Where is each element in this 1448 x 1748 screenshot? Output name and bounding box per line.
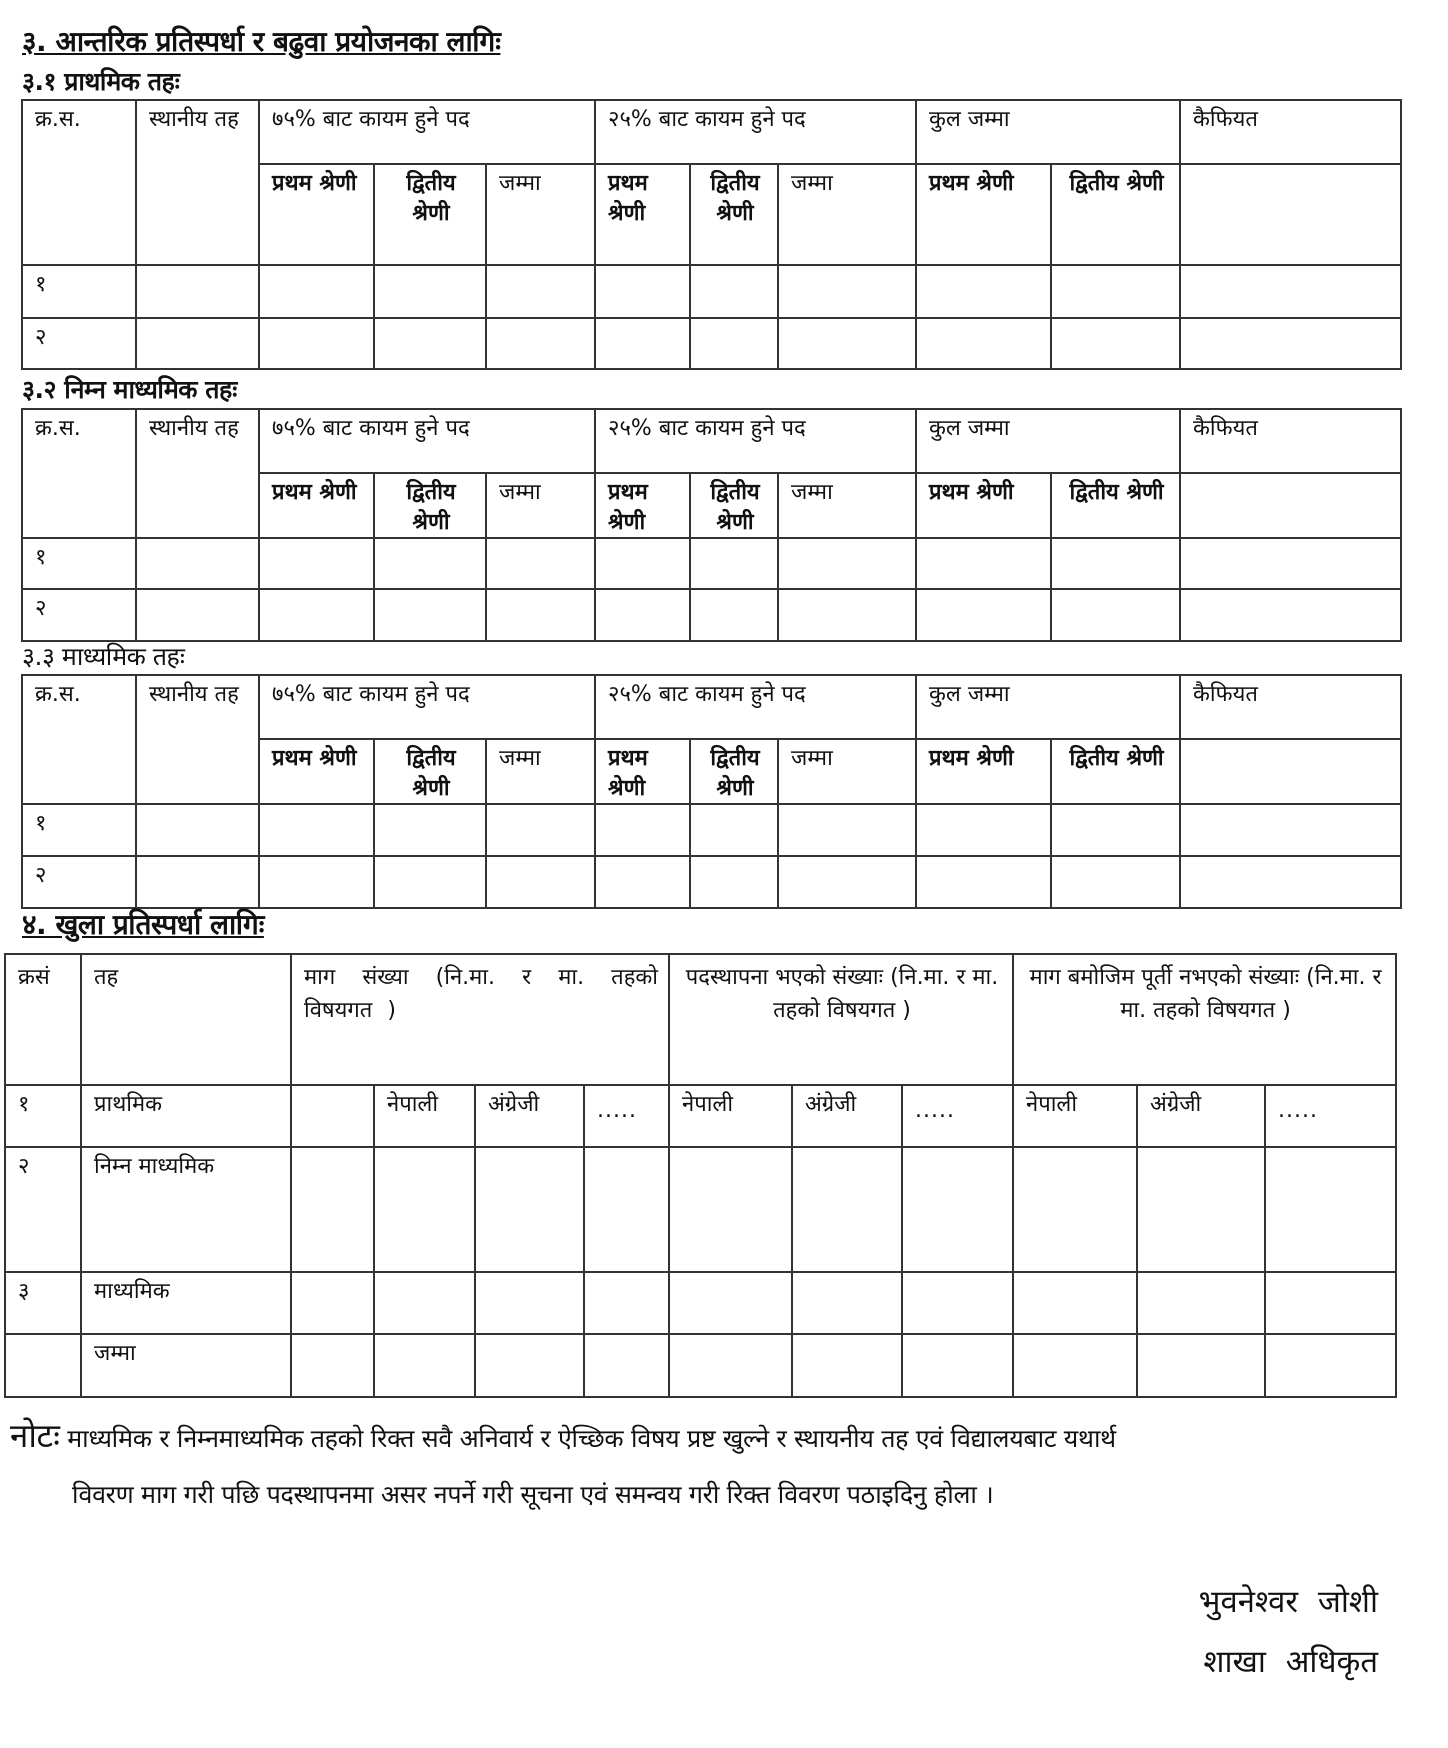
input-cell[interactable] — [595, 538, 690, 589]
blank-cell — [1180, 164, 1401, 265]
input-cell[interactable] — [1180, 589, 1401, 641]
section-3-heading: ३. आन्तरिक प्रतिस्पर्धा र बढुवा प्रयोजनका लागिः — [22, 25, 501, 58]
input-cell[interactable] — [136, 538, 259, 589]
row-sn — [5, 1334, 81, 1397]
subject-more: ..... — [1265, 1085, 1396, 1147]
input-cell[interactable] — [1051, 265, 1180, 318]
table-3-2-heading: ३.२ निम्न माध्यमिक तहः — [22, 375, 237, 404]
input-cell[interactable] — [374, 265, 486, 318]
note-line-2: विवरण माग गरी पछि पदस्थापनमा असर नपर्ने गरी सूचना एवं समन्वय गरी रिक्त विवरण पठाइदिनु होला । — [72, 1480, 994, 1509]
input-cell[interactable] — [1051, 318, 1180, 369]
input-cell[interactable] — [374, 318, 486, 369]
header-unfilled: माग बमोजिम पूर्ती नभएको संख्याः (नि.मा. र मा. तहको विषयगत ) — [1013, 954, 1396, 1085]
row-sn: २ — [22, 318, 136, 369]
table-row — [5, 1272, 1396, 1334]
table-row — [22, 318, 1401, 369]
input-cell[interactable] — [1051, 856, 1180, 908]
table-row — [22, 538, 1401, 589]
input-cell[interactable] — [374, 1272, 475, 1334]
header-local-level: स्थानीय तह — [136, 100, 259, 265]
input-cell[interactable] — [778, 318, 916, 369]
input-cell[interactable] — [690, 804, 778, 856]
table-row — [22, 856, 1401, 908]
header-first-class: प्रथम श्रेणी — [595, 739, 690, 804]
input-cell[interactable] — [595, 856, 690, 908]
row-sn: २ — [5, 1147, 81, 1272]
subject-more: ..... — [584, 1085, 669, 1147]
input-cell[interactable] — [778, 265, 916, 318]
input-cell[interactable] — [374, 804, 486, 856]
input-cell[interactable] — [136, 265, 259, 318]
header-demand: माग संख्या (नि.मा. र मा. तहको विषयगत ) — [291, 954, 669, 1085]
row-sn: २ — [22, 856, 136, 908]
input-cell[interactable] — [1137, 1334, 1265, 1397]
input-cell[interactable] — [259, 318, 374, 369]
header-remarks: कैफियत — [1180, 100, 1401, 164]
header-second-class: द्वितीय श्रेणी — [374, 739, 486, 804]
input-cell[interactable] — [475, 1334, 584, 1397]
input-cell[interactable] — [792, 1334, 902, 1397]
input-cell[interactable] — [1013, 1272, 1137, 1334]
input-cell[interactable] — [486, 538, 595, 589]
header-second-class: द्वितीय श्रेणी — [690, 473, 778, 538]
table-3-1 — [21, 99, 1402, 370]
subject-english: अंग्रेजी — [1137, 1085, 1265, 1147]
input-cell[interactable] — [690, 589, 778, 641]
input-cell[interactable] — [916, 538, 1051, 589]
header-second-class: द्वितीय श्रेणी — [374, 164, 486, 265]
input-cell[interactable] — [486, 804, 595, 856]
subject-english: अंग्रेजी — [792, 1085, 902, 1147]
input-cell[interactable] — [486, 856, 595, 908]
table-row — [5, 1085, 1396, 1147]
row-sn: २ — [22, 589, 136, 641]
note-label: नोटः — [10, 1416, 60, 1455]
input-cell[interactable] — [291, 1085, 374, 1147]
input-cell[interactable] — [690, 265, 778, 318]
input-cell[interactable] — [1051, 589, 1180, 641]
table-row — [22, 804, 1401, 856]
header-total: जम्मा — [486, 473, 595, 538]
input-cell[interactable] — [1180, 856, 1401, 908]
input-cell[interactable] — [669, 1272, 792, 1334]
input-cell[interactable] — [259, 589, 374, 641]
header-total: जम्मा — [778, 473, 916, 538]
header-remarks: कैफियत — [1180, 675, 1401, 739]
input-cell[interactable] — [1013, 1334, 1137, 1397]
table-3-3 — [21, 674, 1402, 909]
input-cell[interactable] — [778, 538, 916, 589]
input-cell[interactable] — [916, 265, 1051, 318]
header-second-class: द्वितीय श्रेणी — [1051, 739, 1180, 804]
subject-nepali: नेपाली — [669, 1085, 792, 1147]
input-cell[interactable] — [374, 1147, 475, 1272]
input-cell[interactable] — [916, 804, 1051, 856]
blank-cell — [1180, 739, 1401, 804]
header-first-class: प्रथम श्रेणी — [916, 739, 1051, 804]
header-first-class: प्रथम श्रेणी — [259, 164, 374, 265]
header-second-class: द्वितीय श्रेणी — [374, 473, 486, 538]
input-cell[interactable] — [916, 856, 1051, 908]
input-cell[interactable] — [475, 1147, 584, 1272]
blank-cell — [1180, 473, 1401, 538]
table-3-1-heading: ३.१ प्राथमिक तहः — [22, 67, 180, 96]
input-cell[interactable] — [595, 265, 690, 318]
input-cell[interactable] — [584, 1334, 669, 1397]
input-cell[interactable] — [136, 804, 259, 856]
row-level: जम्मा — [81, 1334, 291, 1397]
input-cell[interactable] — [1051, 538, 1180, 589]
input-cell[interactable] — [778, 804, 916, 856]
input-cell[interactable] — [584, 1272, 669, 1334]
input-cell[interactable] — [1265, 1147, 1396, 1272]
subject-nepali: नेपाली — [1013, 1085, 1137, 1147]
input-cell[interactable] — [291, 1334, 374, 1397]
note-paragraph — [10, 1408, 1340, 1523]
header-75-percent: ७५% बाट कायम हुने पद — [259, 675, 595, 739]
input-cell[interactable] — [374, 589, 486, 641]
header-first-class: प्रथम श्रेणी — [595, 164, 690, 265]
row-level: प्राथमिक — [81, 1085, 291, 1147]
input-cell[interactable] — [259, 856, 374, 908]
header-local-level: स्थानीय तह — [136, 675, 259, 804]
table-row — [22, 265, 1401, 318]
header-total: जम्मा — [486, 739, 595, 804]
table-row — [5, 1334, 1396, 1397]
input-cell[interactable] — [486, 318, 595, 369]
input-cell[interactable] — [475, 1272, 584, 1334]
header-grand-total: कुल जम्मा — [916, 675, 1180, 739]
header-sn: क्र.स. — [22, 100, 136, 265]
subject-english: अंग्रेजी — [475, 1085, 584, 1147]
header-second-class: द्वितीय श्रेणी — [1051, 164, 1180, 265]
input-cell[interactable] — [778, 856, 916, 908]
header-first-class: प्रथम श्रेणी — [259, 739, 374, 804]
input-cell[interactable] — [669, 1334, 792, 1397]
input-cell[interactable] — [1265, 1272, 1396, 1334]
input-cell[interactable] — [136, 589, 259, 641]
input-cell[interactable] — [1180, 265, 1401, 318]
header-second-class: द्वितीय श्रेणी — [690, 739, 778, 804]
header-first-class: प्रथम श्रेणी — [259, 473, 374, 538]
header-first-class: प्रथम श्रेणी — [595, 473, 690, 538]
table-3-2 — [21, 408, 1402, 642]
header-sn: क्र.स. — [22, 675, 136, 804]
input-cell[interactable] — [1051, 804, 1180, 856]
input-cell[interactable] — [916, 589, 1051, 641]
input-cell[interactable] — [1013, 1147, 1137, 1272]
header-grand-total: कुल जम्मा — [916, 100, 1180, 164]
input-cell[interactable] — [374, 856, 486, 908]
input-cell[interactable] — [584, 1147, 669, 1272]
input-cell[interactable] — [1180, 804, 1401, 856]
input-cell[interactable] — [690, 538, 778, 589]
input-cell[interactable] — [902, 1334, 1013, 1397]
input-cell[interactable] — [595, 318, 690, 369]
input-cell[interactable] — [792, 1147, 902, 1272]
input-cell[interactable] — [136, 318, 259, 369]
header-local-level: स्थानीय तह — [136, 409, 259, 538]
signatory-title: शाखा अधिकृत — [1203, 1644, 1378, 1680]
input-cell[interactable] — [374, 538, 486, 589]
header-25-percent: २५% बाट कायम हुने पद — [595, 100, 916, 164]
section-4-heading: ४. खुला प्रतिस्पर्धा लागिः — [22, 908, 264, 941]
input-cell[interactable] — [690, 856, 778, 908]
signatory-name: भुवनेश्वर जोशी — [1198, 1584, 1378, 1620]
input-cell[interactable] — [778, 589, 916, 641]
header-75-percent: ७५% बाट कायम हुने पद — [259, 409, 595, 473]
input-cell[interactable] — [1265, 1334, 1396, 1397]
header-second-class: द्वितीय श्रेणी — [690, 164, 778, 265]
header-sn: क्रसं — [5, 954, 81, 1085]
header-second-class: द्वितीय श्रेणी — [1051, 473, 1180, 538]
subject-nepali: नेपाली — [374, 1085, 475, 1147]
row-sn: १ — [22, 265, 136, 318]
table-3-3-heading: ३.३ माध्यमिक तहः — [22, 642, 185, 671]
input-cell[interactable] — [595, 589, 690, 641]
header-25-percent: २५% बाट कायम हुने पद — [595, 409, 916, 473]
input-cell[interactable] — [259, 265, 374, 318]
header-first-class: प्रथम श्रेणी — [916, 164, 1051, 265]
row-level: निम्न माध्यमिक — [81, 1147, 291, 1272]
row-sn: १ — [5, 1085, 81, 1147]
input-cell[interactable] — [690, 318, 778, 369]
input-cell[interactable] — [486, 589, 595, 641]
header-grand-total: कुल जम्मा — [916, 409, 1180, 473]
table-row — [5, 1147, 1396, 1272]
input-cell[interactable] — [1180, 538, 1401, 589]
input-cell[interactable] — [374, 1334, 475, 1397]
input-cell[interactable] — [259, 804, 374, 856]
row-level: माध्यमिक — [81, 1272, 291, 1334]
header-first-class: प्रथम श्रेणी — [916, 473, 1051, 538]
row-sn: ३ — [5, 1272, 81, 1334]
input-cell[interactable] — [486, 265, 595, 318]
input-cell[interactable] — [902, 1147, 1013, 1272]
header-placed: पदस्थापना भएको संख्याः (नि.मा. र मा. तहको विषयगत ) — [669, 954, 1013, 1085]
input-cell[interactable] — [291, 1147, 374, 1272]
input-cell[interactable] — [792, 1272, 902, 1334]
row-sn: १ — [22, 538, 136, 589]
table-4 — [4, 953, 1397, 1398]
input-cell[interactable] — [1137, 1272, 1265, 1334]
header-75-percent: ७५% बाट कायम हुने पद — [259, 100, 595, 164]
input-cell[interactable] — [902, 1272, 1013, 1334]
header-sn: क्र.स. — [22, 409, 136, 538]
header-remarks: कैफियत — [1180, 409, 1401, 473]
subject-more: ..... — [902, 1085, 1013, 1147]
input-cell[interactable] — [136, 856, 259, 908]
header-25-percent: २५% बाट कायम हुने पद — [595, 675, 916, 739]
input-cell[interactable] — [595, 804, 690, 856]
input-cell[interactable] — [259, 538, 374, 589]
header-total: जम्मा — [778, 739, 916, 804]
header-level: तह — [81, 954, 291, 1085]
input-cell[interactable] — [916, 318, 1051, 369]
header-total: जम्मा — [486, 164, 595, 265]
input-cell[interactable] — [669, 1147, 792, 1272]
note-line-1: माध्यमिक र निम्नमाध्यमिक तहको रिक्त सवै अनिवार्य र ऐच्छिक विषय प्रष्ट खुल्ने र स्थायनीय तह एवं विद्यालयबाट यथार्थ — [67, 1424, 1116, 1453]
table-row — [22, 589, 1401, 641]
input-cell[interactable] — [1137, 1147, 1265, 1272]
header-total: जम्मा — [778, 164, 916, 265]
input-cell[interactable] — [1180, 318, 1401, 369]
row-sn: १ — [22, 804, 136, 856]
input-cell[interactable] — [291, 1272, 374, 1334]
